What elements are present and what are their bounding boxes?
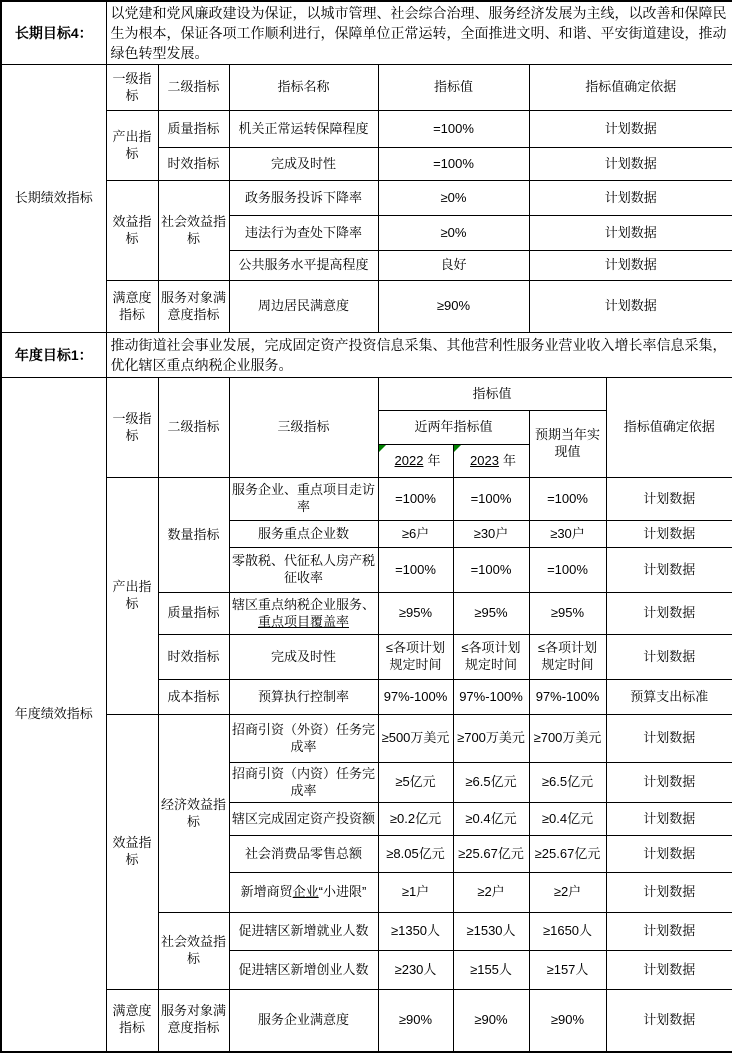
table-row	[1, 181, 732, 216]
an-value-expected: ≥6.5亿元	[529, 763, 606, 803]
an-value-2022: ≥230人	[378, 951, 453, 990]
an-col-header-level3: 三级指标	[229, 378, 378, 478]
an-value-2022: 97%-100%	[378, 680, 453, 715]
an-indicator-basis: 计划数据	[606, 593, 732, 635]
an-level1-satisfaction: 满意度指标	[106, 990, 158, 1052]
an-col-header-year-2022	[378, 445, 453, 478]
an-value-2022: ≥95%	[378, 593, 453, 635]
table-row	[1, 715, 732, 763]
an-value-expected: =100%	[529, 548, 606, 593]
lt-col-header-name: 指标名称	[229, 65, 378, 111]
indicator-name-underlined-part: 重点项目覆盖率	[257, 613, 349, 629]
lt-indicator-name: 违法行为查处下降率	[229, 216, 378, 251]
lt-indicator-name: 机关正常运转保障程度	[229, 111, 378, 148]
lt-indicator-name: 政务服务投诉下降率	[229, 181, 378, 216]
an-level2-timeliness: 时效指标	[158, 635, 229, 680]
lt-indicator-value: =100%	[378, 111, 529, 148]
an-indicator-name: 社会消费品零售总额	[229, 836, 378, 873]
an-level1-output: 产出指标	[106, 478, 158, 715]
comment-flag-icon	[454, 445, 461, 452]
an-value-2023: ≥95%	[453, 593, 529, 635]
lt-indicator-basis: 计划数据	[529, 181, 732, 216]
year-suffix: 年	[502, 452, 516, 468]
an-indicator-basis: 计划数据	[606, 478, 732, 521]
table-row	[1, 281, 732, 333]
lt-indicator-value: ≥0%	[378, 181, 529, 216]
an-value-2023: ≥155人	[453, 951, 529, 990]
an-value-2022: ≥1户	[378, 873, 453, 913]
an-indicator-basis: 计划数据	[606, 548, 732, 593]
an-value-2022: ≥8.05亿元	[378, 836, 453, 873]
indicator-name-part: 辖区重点纳税企业服务、	[231, 596, 375, 612]
lt-indicator-value: 良好	[378, 251, 529, 281]
an-col-header-value-group: 指标值	[378, 378, 606, 411]
an-indicator-name: 辖区完成固定资产投资额	[229, 803, 378, 836]
an-value-2023: ≥25.67亿元	[453, 836, 529, 873]
an-value-expected: 97%-100%	[529, 680, 606, 715]
lt-col-header-level1: 一级指标	[106, 65, 158, 111]
an-value-2022: =100%	[378, 548, 453, 593]
an-indicator-name: 招商引资（外资）任务完成率	[229, 715, 378, 763]
an-value-2022: ≥5亿元	[378, 763, 453, 803]
an-indicator-name: 完成及时性	[229, 635, 378, 680]
an-indicator-basis: 计划数据	[606, 990, 732, 1052]
lt-indicator-name: 周边居民满意度	[229, 281, 378, 333]
longterm-goal-text: 以党建和党风廉政建设为保证，以城市管理、社会综合治理、服务经济发展为主线，以改善和保障民生为根本，保证各项工作顺利进行，保障单位正常运转，全面推进文明、和谐、平安街道建设，推动绿色转型发展。	[106, 1, 732, 65]
an-indicator-name: 促进辖区新增创业人数	[229, 951, 378, 990]
lt-level2-social-benefit: 社会效益指标	[158, 181, 229, 281]
an-col-header-year-2023	[453, 445, 529, 478]
table-row	[1, 1, 732, 65]
an-indicator-name	[229, 593, 378, 635]
lt-level1-output: 产出指标	[106, 111, 158, 181]
lt-indicator-basis: 计划数据	[529, 281, 732, 333]
lt-indicator-value: ≥90%	[378, 281, 529, 333]
lt-indicator-value: =100%	[378, 148, 529, 181]
longterm-section-label: 长期绩效指标	[1, 65, 106, 333]
an-value-expected: ≥700万美元	[529, 715, 606, 763]
an-value-2022: ≥0.2亿元	[378, 803, 453, 836]
an-value-2023: ≥0.4亿元	[453, 803, 529, 836]
an-value-expected: ≥157人	[529, 951, 606, 990]
an-level2-economic-benefit: 经济效益指标	[158, 715, 229, 913]
lt-level2-timeliness: 时效指标	[158, 148, 229, 181]
an-indicator-name: 促进辖区新增就业人数	[229, 913, 378, 951]
an-level2-social-benefit: 社会效益指标	[158, 913, 229, 990]
longterm-goal-label: 长期目标4：	[1, 1, 106, 65]
an-indicator-basis: 计划数据	[606, 803, 732, 836]
an-indicator-basis: 计划数据	[606, 715, 732, 763]
an-col-header-level1: 一级指标	[106, 378, 158, 478]
lt-indicator-basis: 计划数据	[529, 148, 732, 181]
an-value-2023: ≥1530人	[453, 913, 529, 951]
table-row	[1, 111, 732, 148]
an-value-expected: =100%	[529, 478, 606, 521]
an-indicator-basis: 计划数据	[606, 521, 732, 548]
table-row	[1, 478, 732, 521]
an-value-2022: ≥6户	[378, 521, 453, 548]
lt-indicator-basis: 计划数据	[529, 251, 732, 281]
an-col-header-recent-years: 近两年指标值	[378, 411, 529, 445]
lt-col-header-basis: 指标值确定依据	[529, 65, 732, 111]
an-value-expected: ≥2户	[529, 873, 606, 913]
an-value-2023: 97%-100%	[453, 680, 529, 715]
an-indicator-name: 招商引资（内资）任务完成率	[229, 763, 378, 803]
an-indicator-basis: 预算支出标准	[606, 680, 732, 715]
an-indicator-basis: 计划数据	[606, 873, 732, 913]
an-indicator-name	[229, 873, 378, 913]
an-level1-benefit: 效益指标	[106, 715, 158, 990]
lt-level1-satisfaction: 满意度指标	[106, 281, 158, 333]
an-value-expected: ≥30户	[529, 521, 606, 548]
lt-indicator-value: ≥0%	[378, 216, 529, 251]
lt-col-header-level2: 二级指标	[158, 65, 229, 111]
an-value-expected: ≥25.67亿元	[529, 836, 606, 873]
an-indicator-name: 服务企业、重点项目走访率	[229, 478, 378, 521]
table-row	[1, 990, 732, 1052]
annual-section-label: 年度绩效指标	[1, 378, 106, 1052]
an-value-expected: ≥95%	[529, 593, 606, 635]
an-value-2022: ≥90%	[378, 990, 453, 1052]
lt-indicator-name: 公共服务水平提高程度	[229, 251, 378, 281]
lt-indicator-basis: 计划数据	[529, 216, 732, 251]
an-indicator-basis: 计划数据	[606, 951, 732, 990]
annual-goal-text: 推动街道社会事业发展，完成固定资产投资信息采集、其他营利性服务业营业收入增长率信息采集，优化辖区重点纳税企业服务。	[106, 333, 732, 378]
an-indicator-basis: 计划数据	[606, 836, 732, 873]
an-indicator-name: 服务企业满意度	[229, 990, 378, 1052]
year-suffix: 年	[427, 452, 441, 468]
an-indicator-basis: 计划数据	[606, 913, 732, 951]
an-level2-cost: 成本指标	[158, 680, 229, 715]
an-indicator-name: 预算执行控制率	[229, 680, 378, 715]
an-col-header-level2: 二级指标	[158, 378, 229, 478]
lt-indicator-name: 完成及时性	[229, 148, 378, 181]
an-value-2023: ≥90%	[453, 990, 529, 1052]
an-col-header-basis: 指标值确定依据	[606, 378, 732, 478]
year-2023-label: 2023	[470, 452, 499, 468]
lt-level1-benefit: 效益指标	[106, 181, 158, 281]
an-value-2023: =100%	[453, 548, 529, 593]
an-value-2023: ≥6.5亿元	[453, 763, 529, 803]
annual-goal-label: 年度目标1：	[1, 333, 106, 378]
lt-level2-target-satisfaction: 服务对象满意度指标	[158, 281, 229, 333]
an-value-expected: ≥90%	[529, 990, 606, 1052]
year-2022-label: 2022	[394, 452, 424, 468]
an-level2-target-satisfaction: 服务对象满意度指标	[158, 990, 229, 1052]
table-row	[1, 378, 732, 411]
indicator-name-part: “小进限”	[318, 884, 367, 900]
an-col-header-expected: 预期当年实现值	[529, 411, 606, 478]
an-value-expected: ≥0.4亿元	[529, 803, 606, 836]
an-value-2022: ≤各项计划规定时间	[378, 635, 453, 680]
an-indicator-basis: 计划数据	[606, 635, 732, 680]
an-value-2022: ≥1350人	[378, 913, 453, 951]
an-value-2023: ≥2户	[453, 873, 529, 913]
an-level2-quantity: 数量指标	[158, 478, 229, 593]
an-value-2023: ≤各项计划规定时间	[453, 635, 529, 680]
comment-flag-icon	[379, 445, 386, 452]
an-value-2023: =100%	[453, 478, 529, 521]
table-row	[1, 333, 732, 378]
indicator-name-part: 新增商贸	[240, 884, 293, 900]
an-indicator-name: 零散税、代征私人房产税征收率	[229, 548, 378, 593]
an-value-2023: ≥700万美元	[453, 715, 529, 763]
lt-col-header-value: 指标值	[378, 65, 529, 111]
an-indicator-name: 服务重点企业数	[229, 521, 378, 548]
an-value-2023: ≥30户	[453, 521, 529, 548]
lt-level2-quality: 质量指标	[158, 111, 229, 148]
an-level2-quality: 质量指标	[158, 593, 229, 635]
an-indicator-basis: 计划数据	[606, 763, 732, 803]
lt-indicator-basis: 计划数据	[529, 111, 732, 148]
an-value-expected: ≤各项计划规定时间	[529, 635, 606, 680]
an-value-2022: =100%	[378, 478, 453, 521]
an-value-expected: ≥1650人	[529, 913, 606, 951]
table-row	[1, 65, 732, 111]
indicator-name-underlined-part: 企业	[292, 884, 319, 900]
an-value-2022: ≥500万美元	[378, 715, 453, 763]
